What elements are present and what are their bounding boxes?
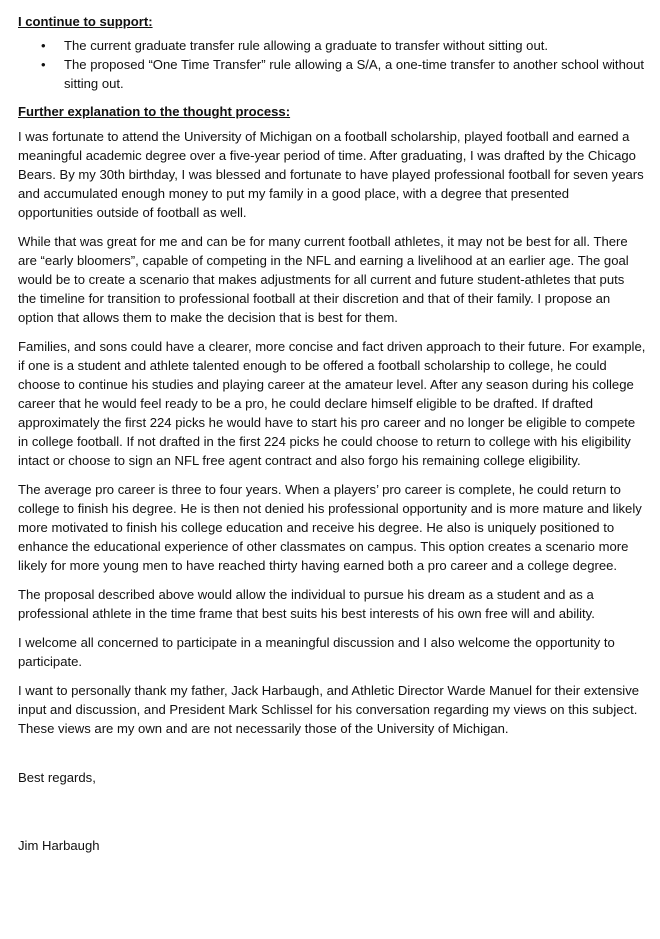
bullet-item — [18, 36, 646, 55]
paragraph: I was fortunate to attend the University of Michigan on a football scholarship, played football and earned a meaningful academic degree over a five-year period of time. After graduating, I was drafted by the Chicago Bears. By my 30th birthday, I was blessed and fortunate to have played professional football for seven years and accumulated enough money to put my family in a good place, with a degree that presented opportunities outside of football as well. — [18, 129, 644, 220]
bullet-item — [18, 55, 646, 93]
heading-explanation: Further explanation to the thought process: — [18, 104, 291, 119]
bullet-dot-icon: • — [41, 38, 46, 53]
paragraph: I want to personally thank my father, Jack Harbaugh, and Athletic Director Warde Manuel for their extensive input and discussion, and President Mark Schlissel for his conversation regarding my views on this subject. These views are my own and are not necessarily those of the University of Michigan. — [18, 683, 640, 736]
bullet-text: The proposed “One Time Transfer” rule allowing a S/A, a one-time transfer to another school without sitting out. — [64, 57, 645, 91]
paragraph: The average pro career is three to four years. When a players’ pro career is complete, he could return to college to finish his degree. He is then not denied his professional opportunity and is more mature and likely more motivated to finish his college education and receive his degree. He also is uniquely positioned to enhance the educational experience of other classmates on campus. This option creates a scenario more likely for more young men to have reached thirty having earned both a pro career and a college degree. — [18, 482, 642, 573]
signature-name: Jim Harbaugh — [18, 838, 100, 853]
bullet-text: The current graduate transfer rule allowing a graduate to transfer without sitting out. — [64, 38, 549, 53]
heading-support: I continue to support: — [18, 14, 153, 29]
paragraph: The proposal described above would allow the individual to pursue his dream as a student and as a professional athlete in the time frame that best suits his best interests of his own free will and ability. — [18, 587, 595, 621]
paragraph: While that was great for me and can be for many current football athletes, it may not be best for all. There are “early bloomers”, capable of competing in the NFL and earning a livelihood at an earlier age. The goal would be to create a scenario that makes adjustments for all current and future student-athletes that puts the timeline for transition to professional football at their discretion and that of their family. I propose an option that allows them to make the decision that is best for them. — [18, 234, 629, 325]
support-bullet-list — [18, 36, 646, 93]
paragraph: Families, and sons could have a clearer, more concise and fact driven approach to their future. For example, if one is a student and athlete talented enough to be offered a football scholarship to college, he could choose to continue his studies and playing career at the amateur level. After any season during his college career that he would feel ready to be a pro, he could declare himself eligible to be drafted. If drafted approximately the first 224 picks he would have to start his pro career and no longer be eligible to compete in college football. If not drafted in the first 224 picks he could choose to return to college with his eligibility intact or choose to sign an NFL free agent contract and also forgo his remaining college eligibility. — [18, 339, 646, 468]
paragraph: I welcome all concerned to participate in a meaningful discussion and I also welcome the opportunity to participate. — [18, 635, 615, 669]
closing-salutation: Best regards, — [18, 770, 96, 785]
bullet-dot-icon: • — [41, 57, 46, 72]
